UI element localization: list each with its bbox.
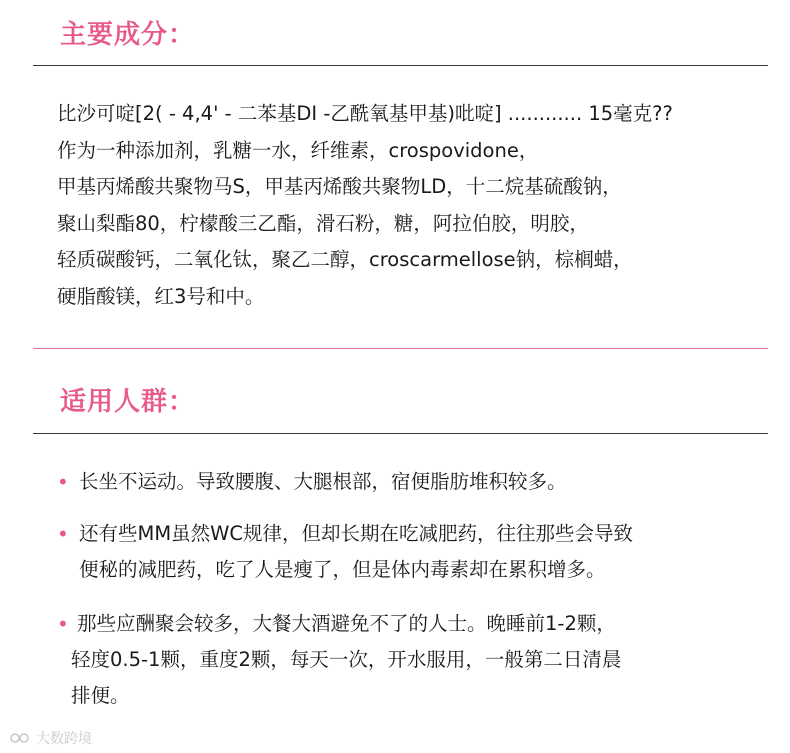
bullet-icon: • [57,612,69,636]
list-item-text: 长坐不运动。导致腰腹、大腿根部，宿便脂肪堆积较多。 [79,470,567,493]
list-item [57,606,769,714]
watermark-logo-icon [10,731,32,745]
bullet-icon: • [57,522,69,546]
ingredients-line: 聚山梨酯80，柠檬酸三乙酯，滑石粉，糖，阿拉伯胶，明胶， [57,211,589,235]
audience-list [57,464,769,714]
watermark-text: 大数跨境 [36,731,92,747]
audience-top-divider [33,433,768,434]
ingredients-line: 作为一种添加剂，乳糖一水，纤维素，crospovidone， [57,138,539,162]
section-divider [33,348,768,349]
ingredients-heading: 主要成分： [60,20,196,50]
ingredients-line: 轻质碳酸钙，二氧化钛，聚乙二醇，croscarmellose钠，棕榈蜡， [57,248,633,271]
list-item-text: 排便。 [71,684,130,707]
ingredients-line: 硬脂酸镁，红3号和中。 [57,284,265,308]
list-item-text: 轻度0.5-1颗，重度2颗，每天一次，开水服用，一般第二日清晨 [71,648,622,671]
ingredients-line: 甲基丙烯酸共聚物马S，甲基丙烯酸共聚物LD，十二烷基硫酸钠， [57,175,622,198]
watermark [10,728,92,748]
list-item-text: 那些应酬聚会较多，大餐大酒避免不了的人士。晚睡前1-2颗， [77,612,616,635]
audience-heading: 适用人群： [60,387,196,417]
ingredients-text [57,96,769,315]
ingredients-top-divider [33,65,768,66]
ingredients-line: 比沙可啶[2( - 4,4' - 二苯基DI -乙酰氧基甲基)吡啶] ............ 15毫克?? [57,102,673,125]
list-item-text: 便秘的减肥药，吃了人是瘦了，但是体内毒素却在累积增多。 [79,558,606,581]
list-item [57,516,769,588]
list-item [57,464,769,500]
list-item-text: 还有些MM虽然WC规律，但却长期在吃减肥药，往往那些会导致 [79,522,634,545]
bullet-icon: • [57,470,69,494]
